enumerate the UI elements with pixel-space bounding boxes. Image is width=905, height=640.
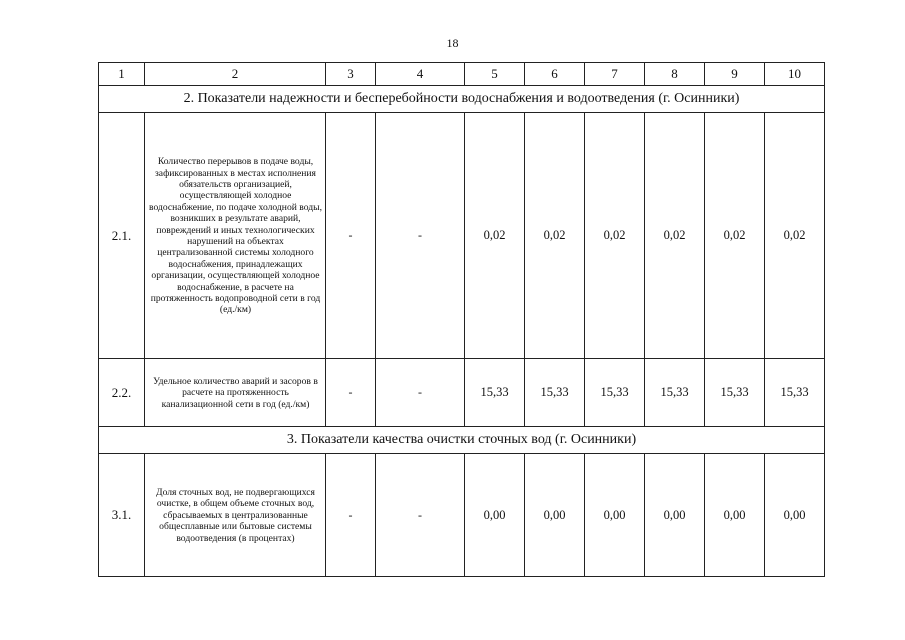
column-numbers-row	[99, 63, 825, 86]
column-number: 1	[99, 63, 145, 86]
column-number: 6	[525, 63, 585, 86]
row-code: 2.2.	[99, 359, 145, 427]
row-value: 0,02	[465, 113, 525, 359]
column-number: 5	[465, 63, 525, 86]
row-value: 15,33	[705, 359, 765, 427]
section-header-wastewater-quality	[99, 427, 825, 454]
column-number: 3	[326, 63, 376, 86]
row-value: 0,02	[765, 113, 825, 359]
row-value: -	[326, 113, 376, 359]
row-value: -	[326, 359, 376, 427]
column-number: 8	[645, 63, 705, 86]
row-value: -	[376, 359, 465, 427]
row-value: 0,02	[585, 113, 645, 359]
column-number: 10	[765, 63, 825, 86]
row-value: -	[376, 113, 465, 359]
column-number: 2	[145, 63, 326, 86]
row-value: -	[326, 454, 376, 577]
row-description: Доля сточных вод, не подвергающихся очистке, в общем объеме сточных вод, сбрасываемых в централизованные общесплавные или бытовые системы водоотведения (в процентах)	[145, 454, 326, 577]
row-value: 0,00	[465, 454, 525, 577]
row-value: 0,02	[705, 113, 765, 359]
row-value: 0,00	[585, 454, 645, 577]
row-value: -	[376, 454, 465, 577]
table-row	[99, 113, 825, 359]
row-value: 15,33	[465, 359, 525, 427]
row-value: 0,02	[645, 113, 705, 359]
row-value: 0,00	[705, 454, 765, 577]
row-value: 15,33	[765, 359, 825, 427]
row-value: 15,33	[525, 359, 585, 427]
row-description: Удельное количество аварий и засоров в расчете на протяженность канализационной сети в год (ед./км)	[145, 359, 326, 427]
row-code: 2.1.	[99, 113, 145, 359]
page-number: 18	[446, 36, 459, 50]
table-row	[99, 359, 825, 427]
section-title: 2. Показатели надежности и бесперебойности водоснабжения и водоотведения (г. Осинники)	[99, 86, 825, 113]
row-value: 15,33	[645, 359, 705, 427]
row-description: Количество перерывов в подаче воды, зафиксированных в местах исполнения обязательств организацией, осуществляющей холодное водоснабжение, по подаче холодной воды, возникших в результате аварий, повреждений и иных технологических нарушений на объектах централизованной системы холодного водоснабжения, принадлежащих организации, осуществляющей холодное водоснабжение, в расчете на протяженность водопроводной сети в год (ед./км)	[145, 113, 326, 359]
row-value: 0,00	[645, 454, 705, 577]
table-row	[99, 454, 825, 577]
row-value: 0,00	[765, 454, 825, 577]
section-header-reliability	[99, 86, 825, 113]
row-value: 0,00	[525, 454, 585, 577]
column-number: 7	[585, 63, 645, 86]
column-number: 4	[376, 63, 465, 86]
row-value: 15,33	[585, 359, 645, 427]
section-title: 3. Показатели качества очистки сточных вод (г. Осинники)	[99, 427, 825, 454]
column-number: 9	[705, 63, 765, 86]
row-value: 0,02	[525, 113, 585, 359]
indicators-table	[98, 62, 825, 577]
row-code: 3.1.	[99, 454, 145, 577]
